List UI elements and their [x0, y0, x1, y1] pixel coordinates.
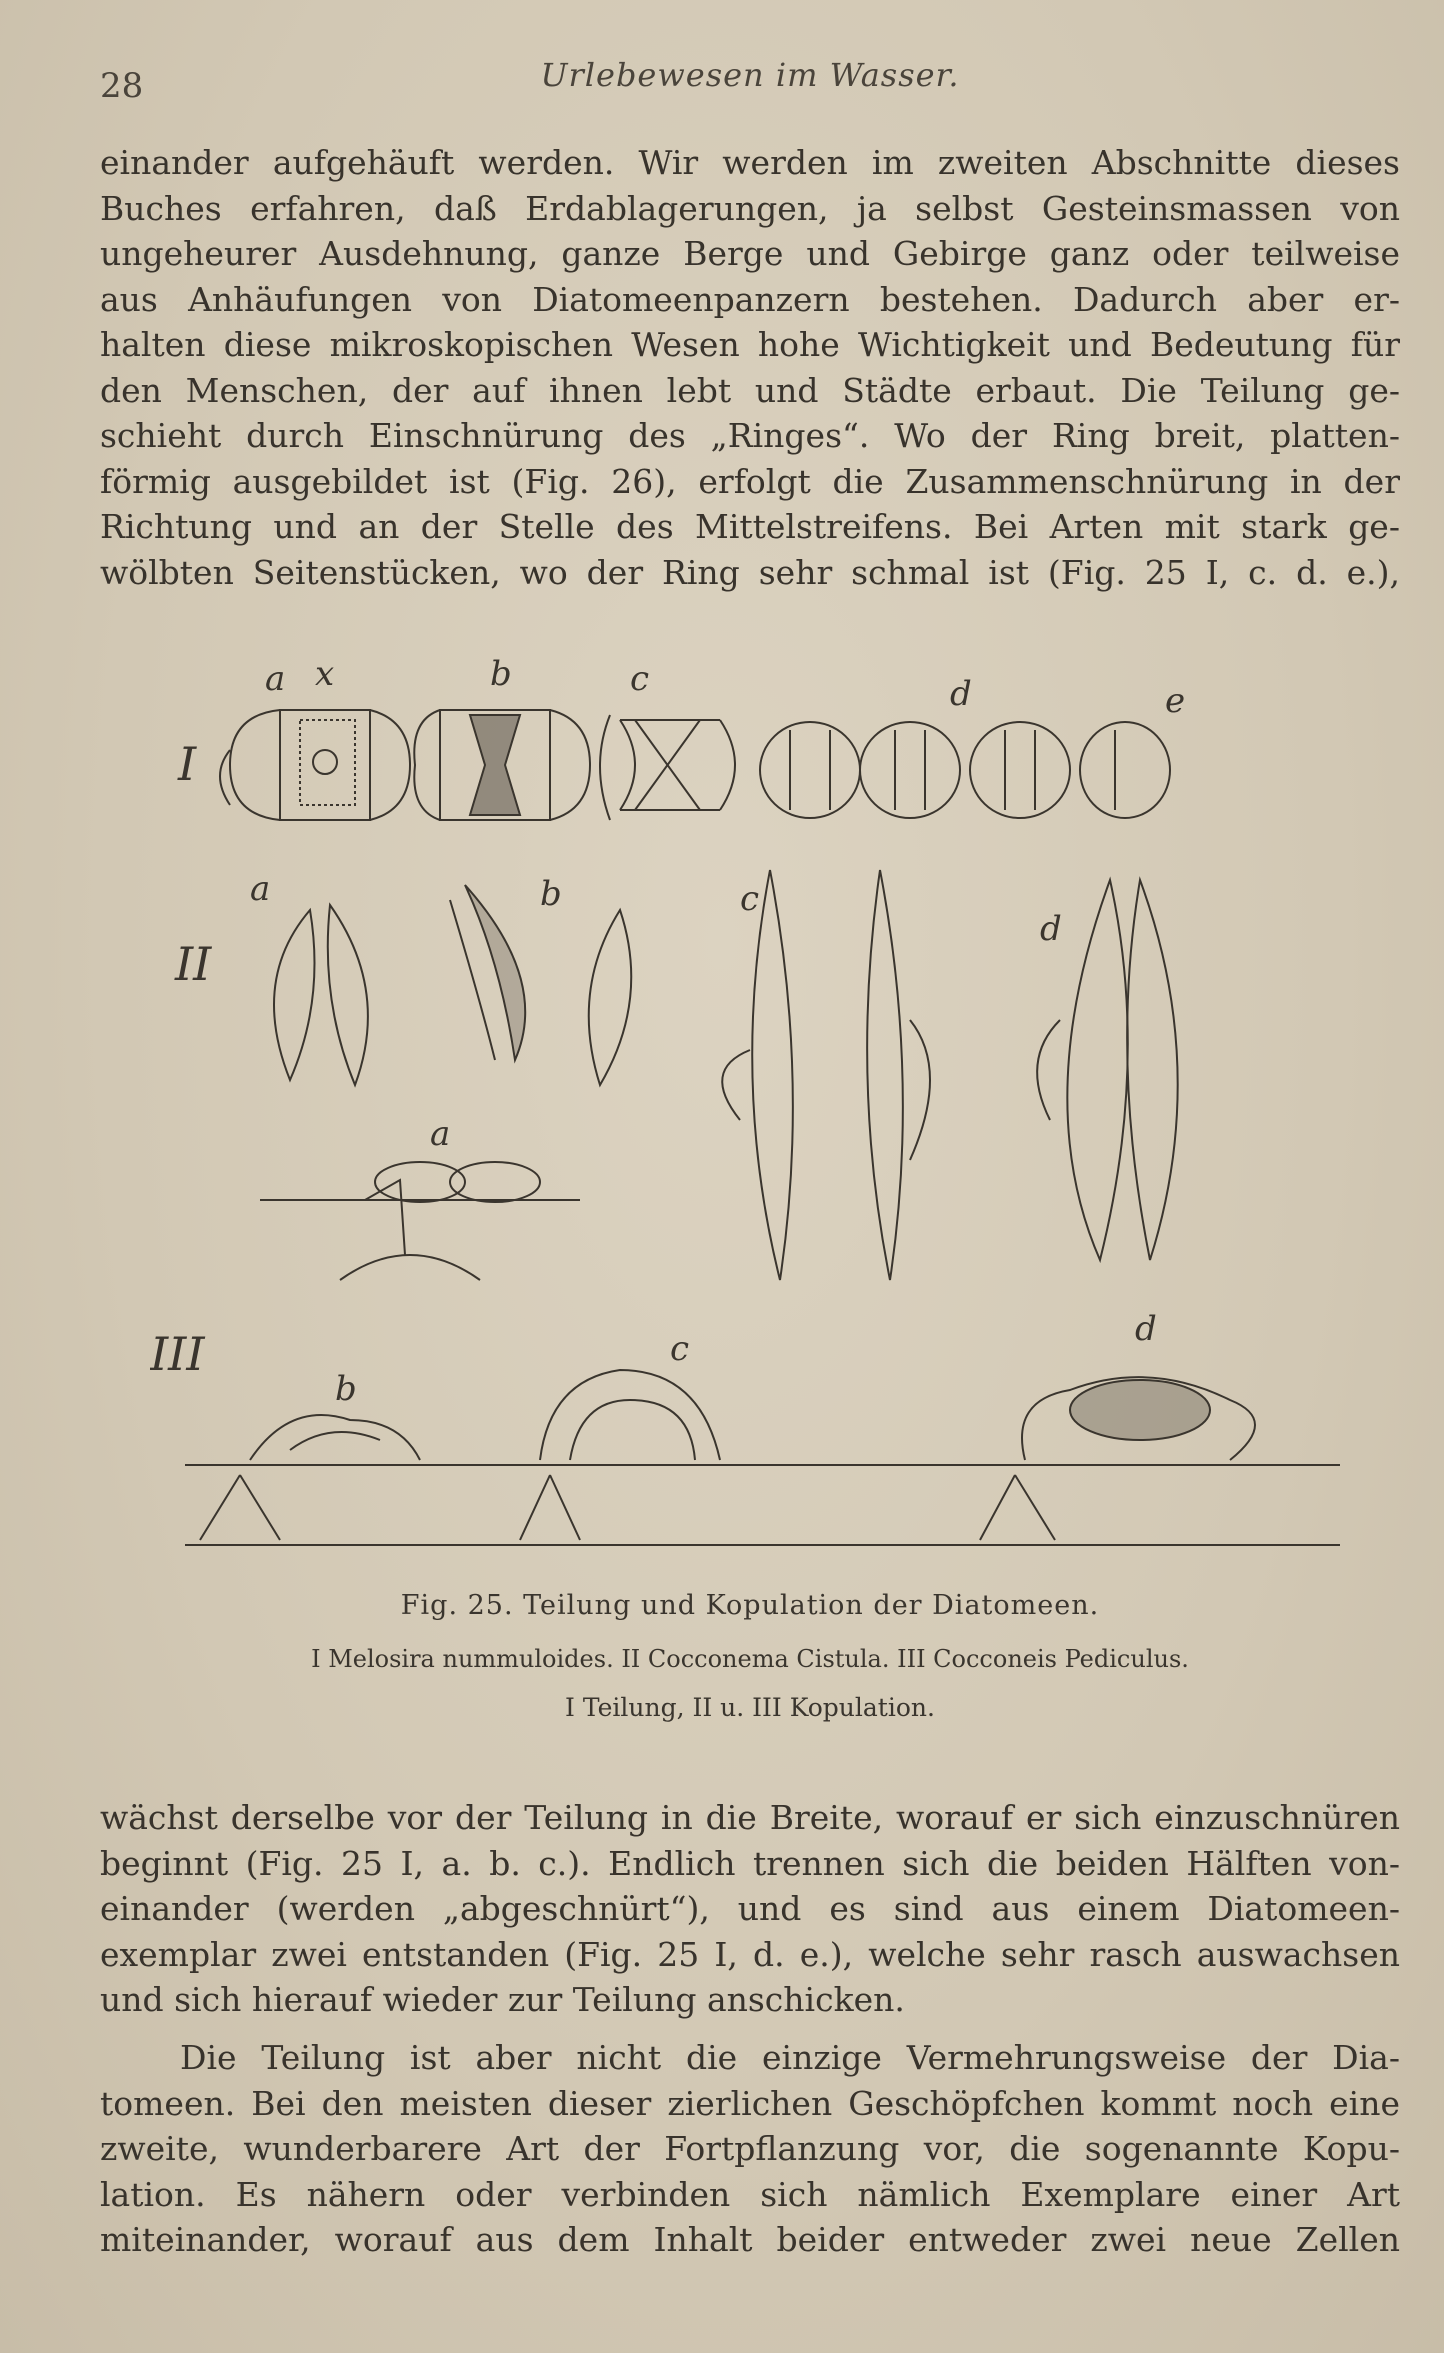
label-d: d	[1135, 1309, 1157, 1349]
paragraph-top	[100, 140, 1400, 595]
text-line: schieht durch Einschnürung des „Ringes“. Wo der Ring breit, platten-	[100, 416, 1400, 455]
row-i-labels	[265, 654, 1185, 721]
row-label-iii: III	[150, 1327, 205, 1381]
label-e: e	[1165, 681, 1186, 721]
diatom-figure	[150, 640, 1340, 1580]
text-line: einander aufgehäuft werden. Wir werden im zweiten Abschnitte dieses	[100, 143, 1400, 182]
label-c: c	[630, 659, 650, 699]
label-b: b	[540, 874, 562, 914]
row-label-ii: II	[175, 937, 212, 991]
row-iii-labels	[335, 1309, 1157, 1409]
text-line: förmig ausgebildet ist (Fig. 26), erfolgt die Zusammenschnürung in der	[100, 461, 1400, 501]
label-c: c	[670, 1329, 690, 1369]
figure-caption-species: I Melosira nummuloides. II Cocconema Cistula. III Cocconeis Pediculus.	[311, 1645, 1189, 1673]
text-line: halten diese mikroskopischen Wesen hohe Wichtigkeit und Bedeutung für	[100, 325, 1400, 364]
row-ii-labels	[250, 869, 1062, 1154]
row-label-i: I	[178, 737, 197, 791]
text-line: miteinander, worauf aus dem Inhalt beider entweder zwei neue Zellen	[100, 2220, 1400, 2259]
text-line: beginnt (Fig. 25 I, a. b. c.). Endlich trennen sich die beiden Hälften von-	[100, 1843, 1400, 1883]
row-iii-cocconeis	[185, 1370, 1340, 1545]
page-header	[100, 52, 1400, 106]
text-line: tomeen. Bei den meisten dieser zierlichen Geschöpfchen kommt noch eine	[100, 2083, 1400, 2123]
label-a-lower: a	[430, 1114, 451, 1154]
diatom-illustration	[150, 640, 1340, 1580]
row-ii-attached-pair	[260, 1162, 580, 1280]
paragraph-bottom	[100, 1795, 1400, 2023]
label-a: a	[265, 659, 286, 699]
text-line: einander (werden „abgeschnürt“), und es sind aus einem Diatomeen-	[100, 1889, 1400, 1928]
page-number: 28	[100, 66, 144, 106]
running-title: Urlebewesen im Wasser.	[540, 56, 960, 94]
text-line: ungeheurer Ausdehnung, ganze Berge und Gebirge ganz oder teilweise	[100, 234, 1400, 273]
text-line: und sich hierauf wieder zur Teilung anschicken.	[100, 1980, 905, 2019]
text-line: exemplar zwei entstanden (Fig. 25 I, d. e.), welche sehr rasch auswachsen	[100, 1934, 1400, 1974]
text-line: Die Teilung ist aber nicht die einzige Vermehrungsweise der Dia-	[180, 2038, 1400, 2077]
text-line: Richtung und an der Stelle des Mittelstreifens. Bei Arten mit stark ge-	[100, 507, 1400, 546]
label-a: a	[250, 869, 271, 909]
text-line: wölbten Seitenstücken, wo der Ring sehr schmal ist (Fig. 25 I, c. d. e.),	[100, 552, 1400, 592]
label-b: b	[335, 1369, 357, 1409]
label-d: d	[1040, 909, 1062, 949]
text-line: zweite, wunderbarere Art der Fortpflanzung vor, die sogenannte Kopu-	[100, 2129, 1400, 2168]
paragraph-last	[100, 2035, 1400, 2263]
row-i-melosira-chain	[220, 710, 1170, 820]
text-line: wächst derselbe vor der Teilung in die Breite, worauf er sich einzuschnüren	[100, 1798, 1400, 1837]
figure-caption-title: Fig. 25. Teilung und Kopulation der Diatomeen.	[400, 1590, 1100, 1621]
label-b: b	[490, 654, 512, 694]
text-line: aus Anhäufungen von Diatomeenpanzern bestehen. Dadurch aber er-	[100, 279, 1400, 319]
text-line: Buches erfahren, daß Erdablagerungen, ja selbst Gesteinsmassen von	[100, 188, 1400, 228]
label-d: d	[950, 674, 972, 714]
text-line: den Menschen, der auf ihnen lebt und Städte erbaut. Die Teilung ge-	[100, 370, 1400, 410]
label-x: x	[315, 654, 335, 694]
figure-caption-legend: I Teilung, II u. III Kopulation.	[565, 1693, 935, 1722]
label-c: c	[740, 879, 760, 919]
text-line: lation. Es nähern oder verbinden sich nämlich Exemplare einer Art	[100, 2174, 1400, 2214]
